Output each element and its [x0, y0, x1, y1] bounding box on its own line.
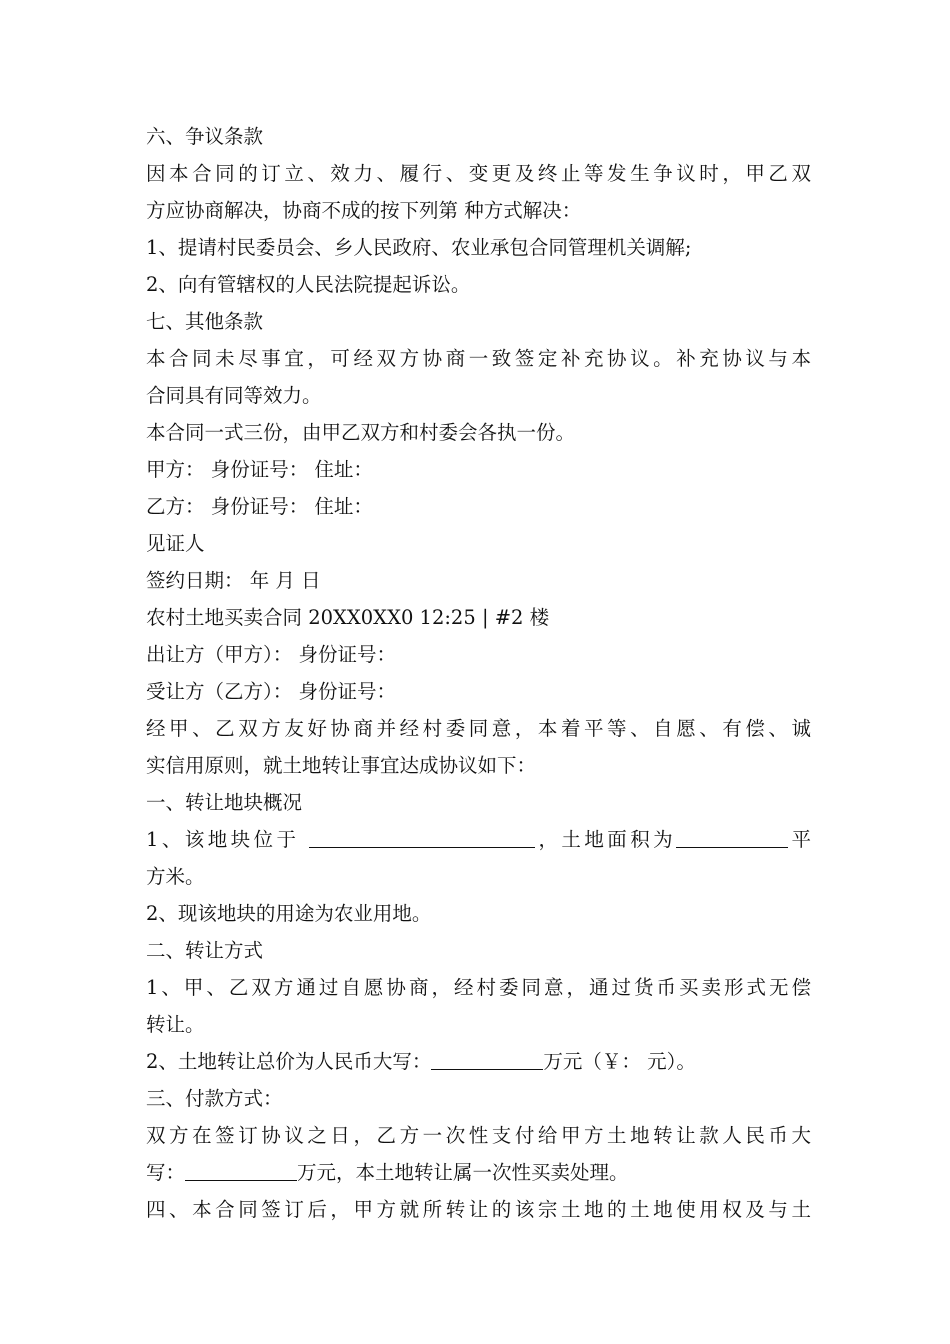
paragraph-line: 1、甲、乙双方通过自愿协商，经村委同意，通过货币买卖形式无偿: [146, 976, 811, 999]
paragraph-line: 因本合同的订立、效力、履行、变更及终止等发生争议时，甲乙双: [146, 162, 811, 185]
transferor-line: 出让方（甲方）： 身份证号：: [146, 643, 396, 666]
paragraph-line: 双方在签订协议之日，乙方一次性支付给甲方土地转让款人民币大: [146, 1124, 811, 1147]
paragraph-line: 合同具有同等效力。: [146, 384, 322, 407]
payment-prefix: 写：: [146, 1161, 186, 1184]
heading-payment-method: 三、付款方式：: [146, 1087, 283, 1110]
land-location-blank: [309, 825, 535, 848]
contract-title-line: 农村土地买卖合同 20XX0XX0 12:25 | #2 楼: [146, 606, 550, 629]
witness-line: 见证人: [146, 532, 205, 555]
paragraph-line: 本合同一式三份，由甲乙双方和村委会各执一份。: [146, 421, 576, 444]
land-location-line: [146, 821, 811, 858]
paragraph-line: 方米。: [146, 865, 205, 888]
payment-amount-line: [146, 1154, 811, 1191]
land-area-suffix: 平: [788, 828, 811, 851]
paragraph-line: 转让。: [146, 1013, 205, 1036]
payment-suffix: 万元，本土地转让属一次性买卖处理。: [297, 1161, 629, 1184]
paragraph-line: 1、提请村民委员会、乡人民政府、农业承包合同管理机关调解;: [146, 236, 692, 259]
paragraph-line: 本合同未尽事宜，可经双方协商一致签定补充协议。补充协议与本: [146, 347, 811, 370]
paragraph-line: 实信用原则，就土地转让事宜达成协议如下：: [146, 754, 537, 777]
paragraph-line: 方应协商解决，协商不成的按下列第 种方式解决：: [146, 199, 582, 222]
payment-blank: [185, 1158, 297, 1181]
transferee-line: 受让方（乙方）： 身份证号：: [146, 680, 396, 703]
heading-dispute: 六、争议条款: [146, 125, 264, 148]
land-area-blank: [676, 825, 788, 848]
price-line: [146, 1043, 811, 1080]
heading-transfer-method: 二、转让方式: [146, 939, 264, 962]
price-blank: [431, 1047, 543, 1070]
land-usage-line: 2、现该地块的用途为农业用地。: [146, 902, 432, 925]
party-a-line: 甲方： 身份证号： 住址：: [146, 458, 373, 481]
land-area-text: ，土地面积为: [535, 828, 677, 851]
paragraph-line: 2、向有管辖权的人民法院提起诉讼。: [146, 273, 471, 296]
paragraph-line: 经甲、乙双方友好协商并经村委同意，本着平等、自愿、有偿、诚: [146, 717, 811, 740]
price-prefix: 2、土地转让总价为人民币大写：: [146, 1050, 432, 1073]
land-location-prefix: 1、该地块位于: [146, 828, 310, 851]
heading-land-overview: 一、转让地块概况: [146, 791, 303, 814]
price-suffix: 万元（￥： 元）。: [543, 1050, 696, 1073]
party-b-line: 乙方： 身份证号： 住址：: [146, 495, 373, 518]
paragraph-line: 四、本合同签订后，甲方就所转让的该宗土地的土地使用权及与土: [146, 1198, 811, 1221]
heading-other-terms: 七、其他条款: [146, 310, 264, 333]
document-page: [146, 118, 811, 1228]
signing-date-line: 签约日期： 年 月 日: [146, 569, 321, 592]
